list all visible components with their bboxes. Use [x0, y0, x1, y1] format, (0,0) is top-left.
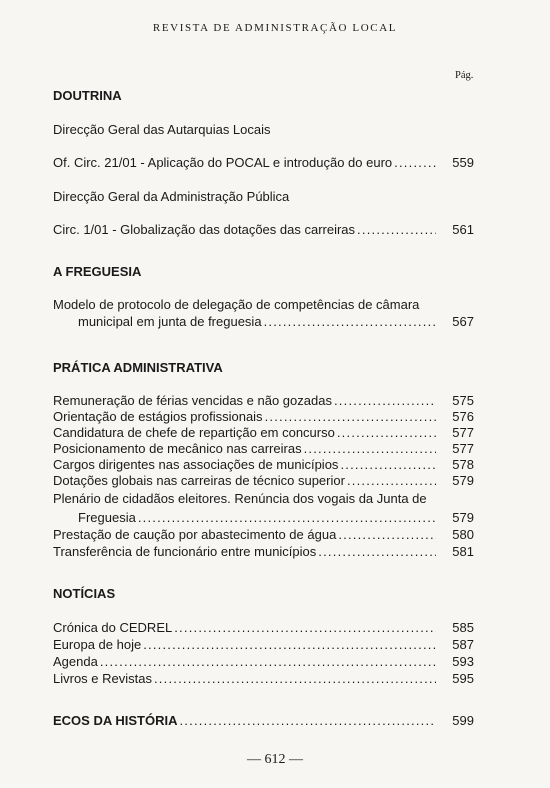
entry-page: 561	[452, 222, 474, 237]
dot-leader	[179, 713, 436, 728]
dot-leader	[357, 222, 436, 237]
toc-entry[interactable]	[53, 544, 474, 560]
section-heading-pratica: PRÁTICA ADMINISTRATIVA	[53, 360, 223, 375]
toc-entry[interactable]	[53, 654, 474, 670]
entry-title: Transferência de funcionário entre municípios	[53, 544, 317, 559]
entry-page: 579	[452, 510, 474, 525]
toc-entry[interactable]	[53, 637, 474, 653]
toc-entry[interactable]	[53, 473, 474, 489]
dot-leader	[338, 527, 436, 542]
entry-page: 559	[452, 155, 474, 170]
entry-page: 567	[452, 314, 474, 329]
entry-page: 578	[452, 457, 474, 472]
entry-page: 575	[452, 393, 474, 408]
toc-entry-ecos[interactable]	[53, 713, 474, 729]
toc-entry[interactable]	[53, 671, 474, 687]
dot-leader	[318, 544, 436, 559]
dot-leader	[265, 409, 436, 424]
page-column-label: Pág.	[455, 70, 474, 81]
toc-entry[interactable]	[53, 457, 474, 473]
subsection-dgal: Direcção Geral das Autarquias Locais	[53, 122, 271, 137]
toc-entry[interactable]	[78, 510, 474, 526]
dot-leader	[340, 457, 436, 472]
dot-leader	[347, 473, 436, 488]
entry-title-line2: municipal em junta de freguesia	[78, 314, 262, 329]
entry-page: 593	[452, 654, 474, 669]
dot-leader	[264, 314, 436, 329]
entry-title: Europa de hoje	[53, 637, 142, 652]
dot-leader	[394, 155, 436, 170]
journal-title: REVISTA DE ADMINISTRAÇÃO LOCAL	[152, 22, 398, 34]
entry-title-line1: Modelo de protocolo de delegação de competências de câmara	[53, 297, 420, 312]
toc-entry[interactable]	[53, 425, 474, 441]
entry-page: 595	[452, 671, 474, 686]
dot-leader	[304, 441, 436, 456]
toc-entry[interactable]	[53, 155, 474, 171]
entry-page: 599	[452, 713, 474, 728]
section-heading-ecos: ECOS DA HISTÓRIA	[53, 713, 178, 728]
toc-entry[interactable]	[53, 409, 474, 425]
entry-title: Candidatura de chefe de repartição em concurso	[53, 425, 335, 440]
subsection-dgap: Direcção Geral da Administração Pública	[53, 189, 290, 204]
toc-entry[interactable]	[78, 314, 474, 330]
entry-page: 577	[452, 441, 474, 456]
dot-leader	[100, 654, 436, 669]
dot-leader	[337, 425, 436, 440]
entry-title-line1: Plenário de cidadãos eleitores. Renúncia dos vogais da Junta de	[53, 491, 427, 506]
entry-title: Agenda	[53, 654, 98, 669]
entry-page: 579	[452, 473, 474, 488]
entry-page: 581	[452, 544, 474, 559]
toc-entry[interactable]	[53, 441, 474, 457]
entry-page: 577	[452, 425, 474, 440]
toc-entry[interactable]	[53, 527, 474, 543]
entry-page: 580	[452, 527, 474, 542]
entry-title-line2: Freguesia	[78, 510, 136, 525]
section-heading-doutrina: DOUTRINA	[53, 88, 122, 103]
entry-title: Dotações globais nas carreiras de técnico superior	[53, 473, 345, 488]
toc-entry[interactable]	[53, 222, 474, 238]
entry-page: 587	[452, 637, 474, 652]
entry-page: 576	[452, 409, 474, 424]
entry-title: Circ. 1/01 - Globalização das dotações das carreiras	[53, 222, 356, 237]
entry-title: Prestação de caução por abastecimento de água	[53, 527, 337, 542]
dot-leader	[143, 637, 436, 652]
entry-title: Cargos dirigentes nas associações de municípios	[53, 457, 339, 472]
entry-title: Of. Circ. 21/01 - Aplicação do POCAL e introdução do euro	[53, 155, 393, 170]
section-heading-noticias: NOTÍCIAS	[53, 586, 116, 601]
dot-leader	[138, 510, 436, 525]
entry-title: Remuneração de férias vencidas e não gozadas	[53, 393, 332, 408]
entry-title: Orientação de estágios profissionais	[53, 409, 263, 424]
page-number: — 612 —	[247, 752, 303, 767]
toc-entry[interactable]	[53, 620, 474, 636]
section-heading-freguesia: A FREGUESIA	[53, 264, 142, 279]
entry-title: Posicionamento de mecânico nas carreiras	[53, 441, 302, 456]
toc-entry[interactable]	[53, 393, 474, 409]
dot-leader	[154, 671, 436, 686]
dot-leader	[334, 393, 436, 408]
entry-page: 585	[452, 620, 474, 635]
entry-title: Livros e Revistas	[53, 671, 152, 686]
dot-leader	[174, 620, 436, 635]
entry-title: Crónica do CEDREL	[53, 620, 173, 635]
